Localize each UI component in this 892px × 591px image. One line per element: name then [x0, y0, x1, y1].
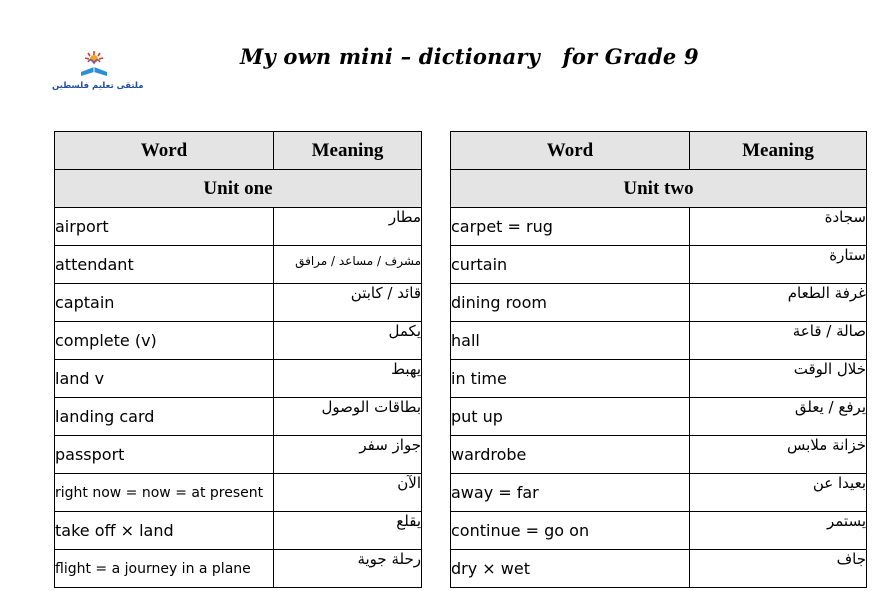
- word-cell: passport: [55, 436, 274, 474]
- table-row: [451, 322, 867, 360]
- table-row: [451, 550, 867, 588]
- table-row: [451, 474, 867, 512]
- meaning-cell: يرفع / يعلق: [690, 398, 867, 436]
- dictionary-table-unit-one: [54, 131, 422, 588]
- meaning-cell: مطار: [274, 208, 422, 246]
- unit-title: Unit one: [55, 170, 422, 208]
- word-cell: carpet = rug: [451, 208, 690, 246]
- word-cell: in time: [451, 360, 690, 398]
- word-cell: airport: [55, 208, 274, 246]
- word-cell: hall: [451, 322, 690, 360]
- table-row: [55, 398, 422, 436]
- meaning-cell: مشرف / مساعد / مرافق: [274, 246, 422, 284]
- meaning-cell: يقلع: [274, 512, 422, 550]
- table-row: [55, 360, 422, 398]
- table-row: [451, 208, 867, 246]
- table-row: [451, 360, 867, 398]
- dictionary-table-unit-two: [450, 131, 867, 588]
- table-row: [451, 246, 867, 284]
- table-header-row: [451, 132, 867, 170]
- meaning-cell: بطاقات الوصول: [274, 398, 422, 436]
- table-row: [55, 284, 422, 322]
- meaning-cell: جاف: [690, 550, 867, 588]
- word-cell: curtain: [451, 246, 690, 284]
- meaning-cell: يهبط: [274, 360, 422, 398]
- word-cell: landing card: [55, 398, 274, 436]
- table-row: [451, 512, 867, 550]
- table-row: [55, 208, 422, 246]
- meaning-cell: الآن: [274, 474, 422, 512]
- table-row: [55, 512, 422, 550]
- word-cell: land v: [55, 360, 274, 398]
- word-cell: right now = now = at present: [55, 474, 274, 512]
- unit-title: Unit two: [451, 170, 867, 208]
- meaning-cell: صالة / قاعة: [690, 322, 867, 360]
- word-cell: flight = a journey in a plane: [55, 550, 274, 588]
- table-row: [55, 322, 422, 360]
- word-cell: wardrobe: [451, 436, 690, 474]
- table-row: [451, 436, 867, 474]
- table-row: [55, 474, 422, 512]
- meaning-cell: يكمل: [274, 322, 422, 360]
- word-cell: attendant: [55, 246, 274, 284]
- column-header-word: Word: [55, 132, 274, 170]
- unit-row: [451, 170, 867, 208]
- column-header-word: Word: [451, 132, 690, 170]
- meaning-cell: سجادة: [690, 208, 867, 246]
- word-cell: captain: [55, 284, 274, 322]
- table-header-row: [55, 132, 422, 170]
- word-cell: away = far: [451, 474, 690, 512]
- table-row: [55, 436, 422, 474]
- word-cell: dining room: [451, 284, 690, 322]
- table-row: [451, 398, 867, 436]
- logo: [52, 50, 144, 96]
- page-title: My own mini – dictionary for Grade 9: [240, 44, 699, 69]
- meaning-cell: ستارة: [690, 246, 867, 284]
- word-cell: put up: [451, 398, 690, 436]
- column-header-meaning: Meaning: [274, 132, 422, 170]
- meaning-cell: خزانة ملابس: [690, 436, 867, 474]
- word-cell: continue = go on: [451, 512, 690, 550]
- unit-row: [55, 170, 422, 208]
- table-row: [55, 246, 422, 284]
- logo-text: ملتقى تعليم فلسطين: [52, 81, 144, 91]
- meaning-cell: غرفة الطعام: [690, 284, 867, 322]
- meaning-cell: بعيدا عن: [690, 474, 867, 512]
- table-row: [55, 550, 422, 588]
- column-header-meaning: Meaning: [690, 132, 867, 170]
- word-cell: dry × wet: [451, 550, 690, 588]
- meaning-cell: خلال الوقت: [690, 360, 867, 398]
- meaning-cell: رحلة جوية: [274, 550, 422, 588]
- meaning-cell: يستمر: [690, 512, 867, 550]
- word-cell: take off × land: [55, 512, 274, 550]
- open-book-icon: [80, 50, 108, 78]
- meaning-cell: جواز سفر: [274, 436, 422, 474]
- word-cell: complete (v): [55, 322, 274, 360]
- meaning-cell: قائد / كابتن: [274, 284, 422, 322]
- table-row: [451, 284, 867, 322]
